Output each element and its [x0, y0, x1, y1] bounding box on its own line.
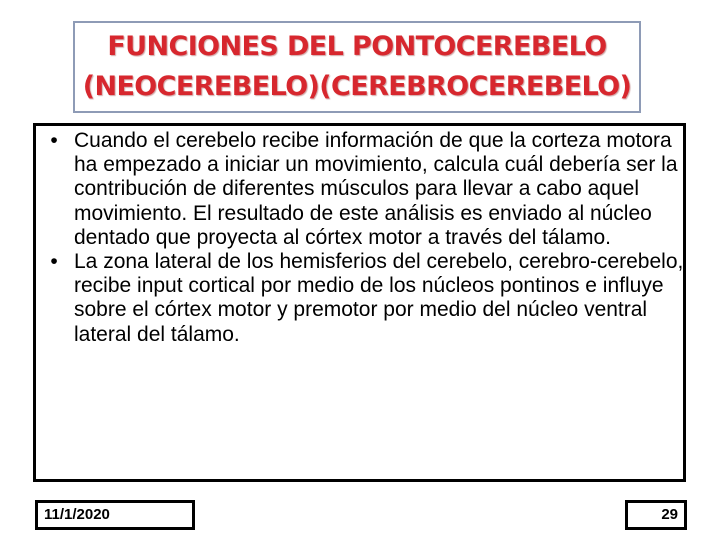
bullet-icon: • — [50, 129, 58, 152]
slide-title-box — [73, 21, 641, 113]
slide-title-line-2: (NEOCEREBELO)(CEREBROCEREBELO) — [82, 71, 632, 102]
bullet-item — [44, 250, 684, 347]
bullet-text: Cuando el cerebelo recibe información de que la corteza motora ha empezado a iniciar un movimiento, calcula cuál debería ser la contribución de diferentes músculos para llevar a cabo aquel movimiento. El resultado de este análisis es enviado al núcleo dentado que proyecta al córtex motor a través del tálamo. — [74, 129, 678, 249]
slide-number: 29 — [661, 506, 678, 523]
bullet-item — [44, 129, 684, 250]
bullet-list — [44, 129, 684, 347]
bullet-text: La zona lateral de los hemisferios del cerebelo, cerebro-cerebelo, recibe input cortical por medio de los núcleos pontinos e influye sobre el córtex motor y premotor por medio del núcleo ventral lateral del tálamo. — [74, 250, 684, 346]
slide-title-line-1: FUNCIONES DEL PONTOCEREBELO — [107, 31, 607, 62]
footer-date-box — [35, 500, 195, 530]
slide-number-box — [625, 500, 687, 530]
content-box — [33, 123, 686, 482]
bullet-icon: • — [50, 250, 58, 274]
footer-date: 11/1/2020 — [44, 506, 110, 523]
